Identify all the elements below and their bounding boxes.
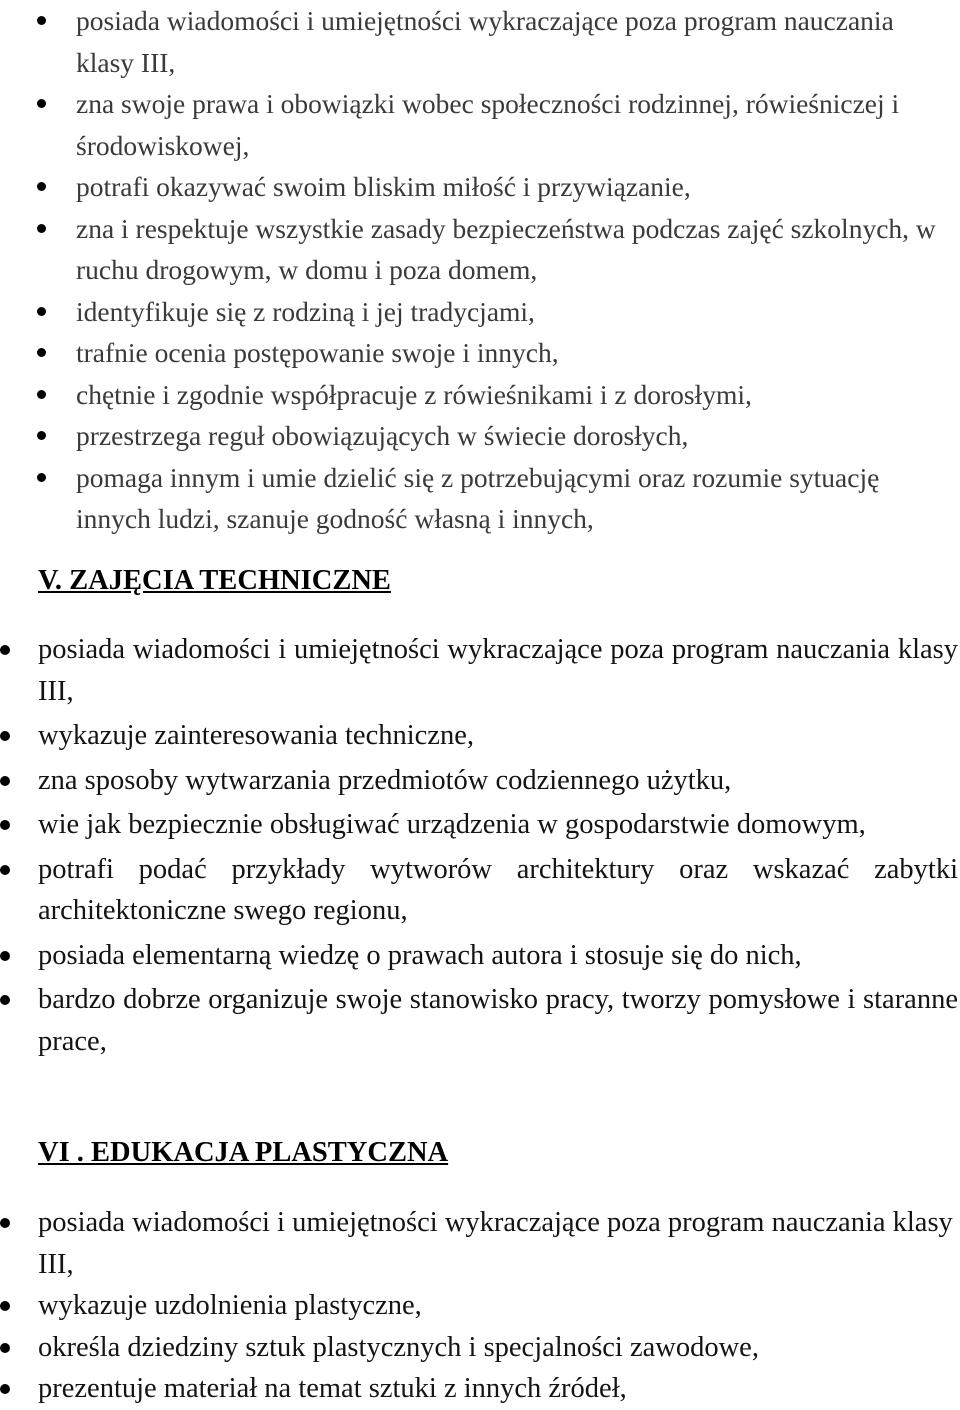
section-heading-edukacja-plastyczna: VI . EDUKACJA PLASTYCZNA [38, 1137, 449, 1168]
list-item: zna swoje prawa i obowiązki wobec społeczności rodzinnej, rówieśniczej i środowiskowej, [0, 83, 960, 166]
list-item: potrafi okazywać swoim bliskim miłość i przywiązanie, [0, 166, 960, 208]
list-item: posiada wiadomości i umiejętności wykraczające poza program nauczania klasy III, [0, 1202, 960, 1285]
list-item: posiada wiadomości i umiejętności wykraczające poza program nauczania klasy III, [0, 629, 960, 712]
list-item: pomaga innym i umie dzielić się z potrzebującymi oraz rozumie sytuację innych ludzi, szanuje godność własną i innych, [0, 457, 960, 540]
list-item: prezentuje materiał na temat sztuki z innych źródeł, [0, 1368, 960, 1410]
list-zajecia-techniczne [0, 629, 960, 1065]
list-item: posiada elementarną wiedzę o prawach autora i stosuje się do nich, [0, 935, 960, 977]
list-item: posiada wiadomości i umiejętności wykraczające poza program nauczania klasy III, [0, 0, 960, 83]
list-item: trafnie ocenia postępowanie swoje i innych, [0, 332, 960, 374]
list-item: wykazuje uzdolnienia plastyczne, [0, 1285, 960, 1327]
section-heading-zajecia-techniczne: V. ZAJĘCIA TECHNICZNE [38, 565, 391, 596]
list-item: przestrzega reguł obowiązujących w świecie dorosłych, [0, 415, 960, 457]
list-item: identyfikuje się z rodziną i jej tradycjami, [0, 291, 960, 333]
list-item: zna i respektuje wszystkie zasady bezpieczeństwa podczas zajęć szkolnych, w ruchu drogowym, w domu i poza domem, [0, 208, 960, 291]
list-edukacja-plastyczna [0, 1202, 960, 1410]
list-previous-section [0, 0, 960, 540]
list-item: potrafi podać przykłady wytworów architektury oraz wskazać zabytki architektoniczne swego regionu, [0, 849, 960, 932]
list-item: bardzo dobrze organizuje swoje stanowisko pracy, tworzy pomysłowe i staranne prace, [0, 979, 960, 1062]
list-item: określa dziedziny sztuk plastycznych i specjalności zawodowe, [0, 1327, 960, 1369]
list-item: wykazuje zainteresowania techniczne, [0, 715, 960, 757]
list-item: zna sposoby wytwarzania przedmiotów codziennego użytku, [0, 760, 960, 802]
list-item: chętnie i zgodnie współpracuje z rówieśnikami i z dorosłymi, [0, 374, 960, 416]
list-item: wie jak bezpiecznie obsługiwać urządzenia w gospodarstwie domowym, [0, 804, 960, 846]
